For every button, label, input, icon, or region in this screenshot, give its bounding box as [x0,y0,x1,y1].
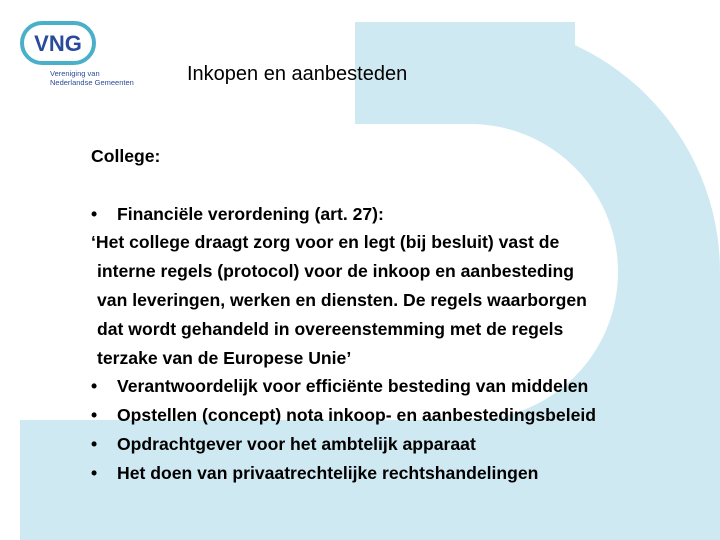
vng-logo [18,20,148,86]
slide-body [91,142,691,488]
list-item-text: Financiële verordening (art. 27): [117,203,384,224]
list-item [91,459,691,488]
list-item-text: Verantwoordelijk voor efficiënte besteding van middelen [117,376,589,397]
slide-title: Inkopen en aanbesteden [187,63,408,85]
heading-college: College: [91,146,161,166]
quote-line: ‘Het college draagt zorg voor en legt (bij besluit) vast de [91,232,560,253]
logo-subtitle-1: Vereniging van [50,69,100,78]
bullet: • [91,405,98,426]
vng-logo-text: VNG [34,31,82,56]
logo-subtitle-2: Nederlandse Gemeenten [50,78,134,87]
vng-logo-icon [18,20,98,66]
list-item [91,430,691,459]
list-item [91,401,691,430]
quote-line: interne regels (protocol) voor de inkoop en aanbesteding [97,261,575,282]
quote-line: dat wordt gehandeld in overeenstemming met de regels [97,318,564,339]
bullet: • [91,203,98,224]
bullet: • [91,433,98,454]
list-item-text: Opstellen (concept) nota inkoop- en aanbestedingsbeleid [117,405,597,426]
list-item [91,200,691,229]
list-item-text: Het doen van privaatrechtelijke rechtshandelingen [117,462,539,483]
quote-line: terzake van de Europese Unie’ [97,347,352,368]
bullet: • [91,376,98,397]
list-item [91,372,691,401]
bullet: • [91,462,98,483]
list-item-text: Opdrachtgever voor het ambtelijk apparaat [117,433,476,454]
quote-line: van leveringen, werken en diensten. De regels waarborgen [97,289,587,310]
